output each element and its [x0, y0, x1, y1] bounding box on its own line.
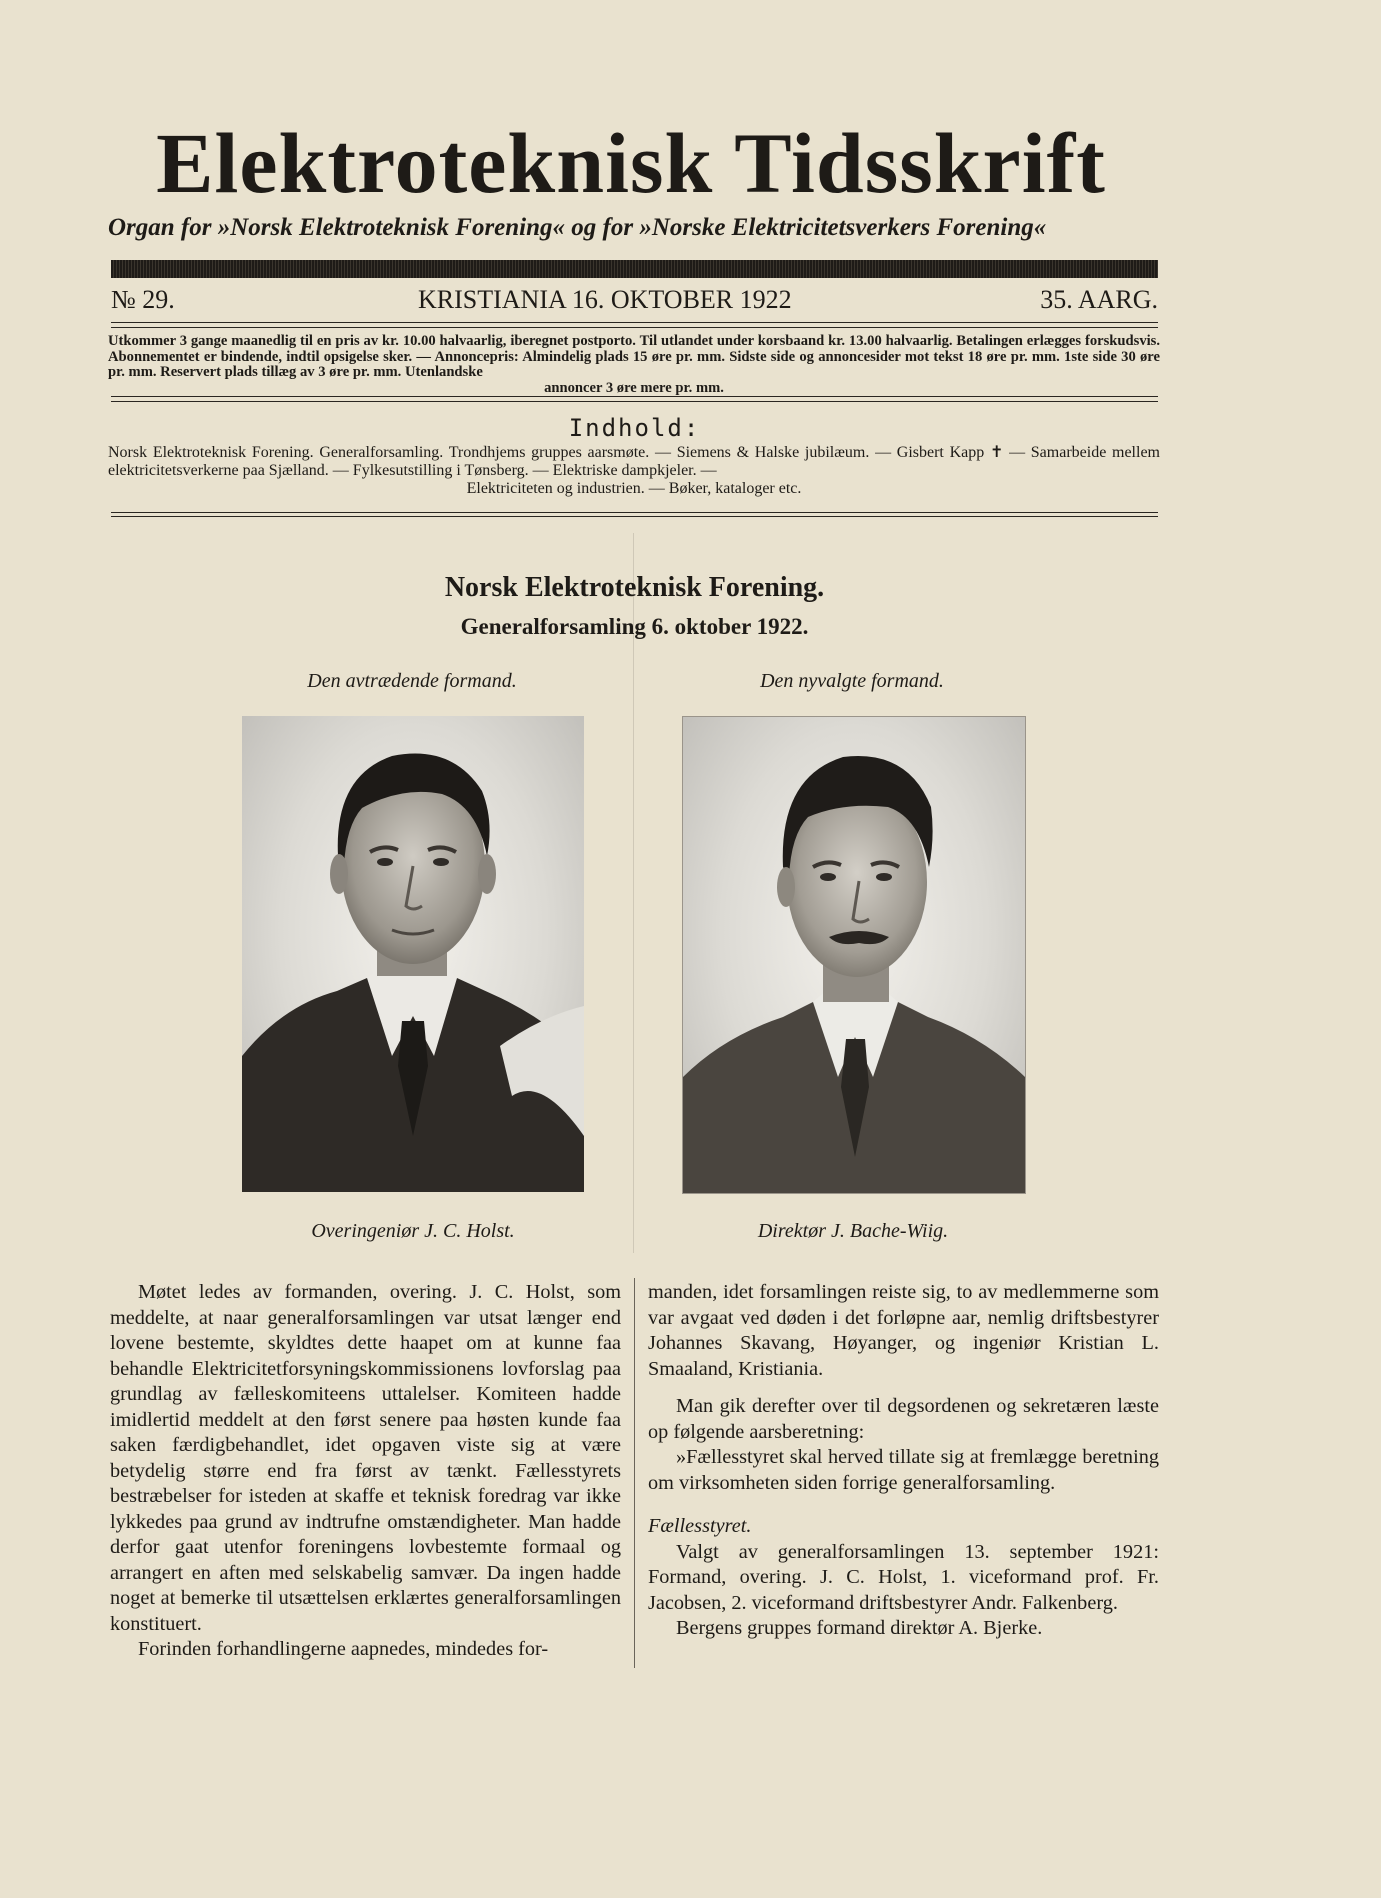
subscription-notice	[108, 334, 1160, 396]
article-subtitle: Generalforsamling 6. oktober 1922.	[460, 614, 809, 639]
left-portrait-caption: Overingeniør J. C. Holst.	[311, 1220, 515, 1242]
left-column-paragraph: Møtet ledes av formanden, overing. J. C. Holst, som meddelte, at naar generalforsamlingen var utsat længer end lovene bestemte, skyldtes dette haapet om at kunne faa behandle Elektricitetforsyningskommissionens lovforslag paa grundlag av fælleskomiteens uttalelser. Komiteen hadde imidlertid meddelt at den først senere paa høsten kunde faa saken færdigbehandlet, idet opgaven viste sig at være betydelig større end fra først av tænkt. Fællesstyrets bestræbelser for isteden at skaffe et teknisk foredrag var ikke lykkedes paa grund av indtrufne omstændigheter. Man hadde derfor gaat utenfor foreningens lovbestemte formaal og arrangert en aften med selskabelig samvær. Da ingen hadde noget at bemerke til utsættelsen erklærtes generalforsamlingen konstituert.	[110, 1281, 621, 1635]
article-title: Norsk Elektroteknisk Forening.	[444, 572, 825, 603]
issue-number: № 29.	[111, 285, 175, 314]
left-column-paragraph: Forinden forhandlingerne aapnedes, mindedes for-	[138, 1638, 549, 1660]
right-column-paragraph: Bergens gruppes formand direktør A. Bjerke.	[676, 1617, 1043, 1639]
portrait-bache-wiig-illustration	[683, 717, 1025, 1193]
right-portrait-heading: Den nyvalgte formand.	[760, 670, 944, 692]
left-portrait-heading: Den avtrædende formand.	[307, 670, 517, 692]
issue-volume: 35. AARG.	[1040, 285, 1158, 314]
right-column-paragraph: Man gik derefter over til degsordenen og sekretæren læste op følgende aarsberetning:	[648, 1395, 1159, 1443]
divider	[111, 516, 1158, 517]
contents-text: Norsk Elektroteknisk Forening. Generalforsamling. Trondhjems gruppes aarsmøte. — Siemens & Halske jubilæum. — Gisbert Kapp ✝ — Samarbeide mellem elektricitetsverkerne paa Sjælland. — Fylkesutstilling i Tønsberg. — Elektriske dampkjeler. —	[108, 444, 1160, 479]
masthead-rule	[111, 260, 1158, 278]
divider	[111, 322, 1158, 328]
divider	[111, 512, 1158, 513]
article-right-column	[648, 1280, 1159, 1642]
right-column-paragraph: Valgt av generalforsamlingen 13. september 1921: Formand, overing. J. C. Holst, 1. viceformand prof. Fr. Jacobsen, 2. viceformand driftsbestyrer Andr. Falkenberg.	[648, 1540, 1159, 1614]
portrait-photo-holst	[242, 716, 584, 1192]
subscription-last-line: annoncer 3 øre mere pr. mm.	[544, 379, 724, 396]
right-column-paragraph: manden, idet forsamlingen reiste sig, to av medlemmerne som var avgaat ved døden i det forløpne aar, nemlig driftsbestyrer Johannes Skavang, Høyanger, og ingeniør Kristian L. Smaaland, Kristiania.	[648, 1281, 1159, 1380]
contents-list	[108, 444, 1160, 498]
column-rule	[634, 1278, 635, 1668]
contents-last-line: Elektriciteten og industrien. — Bøker, kataloger etc.	[466, 480, 802, 497]
right-portrait-caption: Direktør J. Bache-Wiig.	[757, 1220, 949, 1242]
portrait-holst-illustration	[242, 716, 584, 1192]
section-heading: Fællesstyret.	[648, 1515, 752, 1537]
contents-heading: Indhold:	[568, 414, 701, 442]
portrait-photo-bache-wiig	[682, 716, 1026, 1194]
bleed-through	[633, 533, 634, 1253]
divider	[111, 396, 1158, 402]
right-column-paragraph: »Fællesstyret skal herved tillate sig at fremlægge beretning om virksomheten siden forrige generalforsamling.	[648, 1446, 1159, 1494]
subscription-text: Utkommer 3 gange maanedlig til en pris av kr. 10.00 halvaarlig, iberegnet postporto. Til utlandet under korsbaand kr. 13.00 halvaarlig. Betalingen erlægges forskudsvis. Abonnementet er bindende, indtil opsigelse sker. — Annoncepris: Almindelig plads 15 øre pr. mm. Sidste side og annoncesider mot tekst 18 øre pr. mm. 1ste side 30 øre pr. mm. Reservert plads tillæg av 3 øre pr. mm. Utenlandske	[108, 333, 1160, 380]
issue-line	[111, 285, 1158, 317]
issue-place-date: KRISTIANIA 16. OKTOBER 1922	[418, 285, 792, 314]
article-left-column	[110, 1280, 621, 1663]
masthead-title: Elektroteknisk Tidsskrift	[156, 115, 1106, 211]
masthead-subtitle: Organ for »Norsk Elektroteknisk Forening« og for »Norske Elektricitetsverkers Forening«	[108, 214, 1047, 241]
